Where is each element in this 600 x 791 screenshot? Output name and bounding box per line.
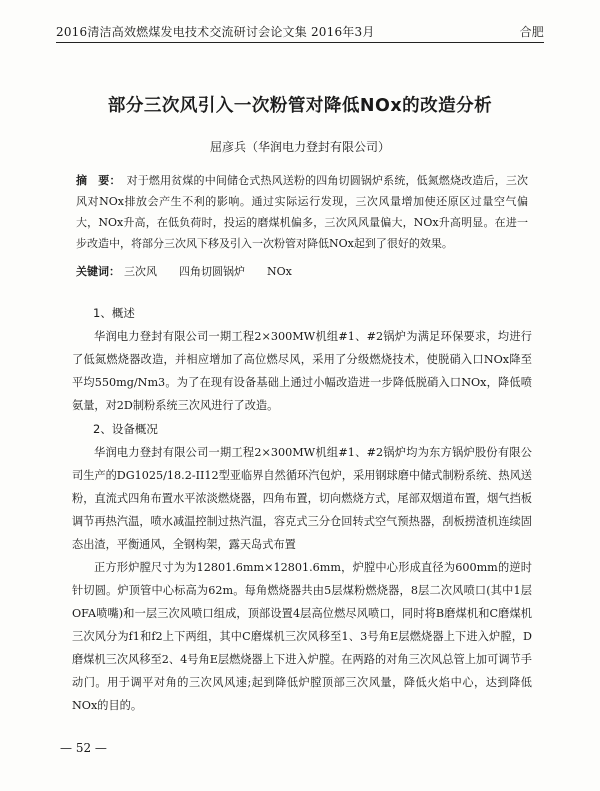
header-location: 合肥 bbox=[519, 25, 544, 39]
author-affiliation: 屈彦兵（华润电力登封有限公司） bbox=[209, 140, 390, 154]
keyword: 三次风 bbox=[124, 265, 157, 278]
section-heading-equipment: 2、设备概况 bbox=[93, 422, 158, 436]
header-proceedings-title: 2016清洁高效燃煤发电技术交流研讨会论文集 2016年3月 bbox=[56, 25, 375, 39]
keyword: NOx bbox=[267, 265, 292, 278]
paragraph-equipment: 华润电力登封有限公司一期工程2×300MW机组#1、#2锅炉均为东方锅炉股份有限公司生产的DG1025/18.2-II12型亚临界自然循环汽包炉，采用钢球磨中储式制粉系统、热风送粉，直流式四角布置水平浓淡燃烧器，四角布置，切向燃烧方式，尾部双烟道布置，烟气挡板调节再热汽温，喷水减温控制过热汽温，容克式三分仓回转式空气预热器，刮板捞渣机连续固态出渣，平衡通风，全钢构架，露天岛式布置 bbox=[72, 446, 532, 551]
page-number: — 52 — bbox=[60, 741, 107, 755]
keywords-label: 关键词： bbox=[76, 265, 120, 278]
keyword: 四角切圆锅炉 bbox=[179, 265, 245, 278]
paragraph-furnace: 正方形炉膛尺寸为为12801.6mm×12801.6mm，炉膛中心形成直径为600mm的逆时针切圆。炉顶管中心标高为62m。每角燃烧器共由5层煤粉燃烧器，8层二次风喷口(其中1层OFA喷嘴)和一层三次风喷口组成，顶部设置4层高位燃尽风喷口，同时将B磨煤机和C磨煤机三次风分为f1和f2上下两组，其中C磨煤机三次风移至1、3号角E层燃烧器上下进入炉膛，D磨煤机三次风移至2、4号角E层燃烧器上下进入炉膛。在两路的对角三次风总管上加可调节手动门。用于调平对角的三次风风速;起到降低炉膛顶部三次风量，降低火焰中心，达到降低NOx的目的。 bbox=[72, 561, 532, 712]
abstract-text: 对于燃用贫煤的中间储仓式热风送粉的四角切圆锅炉系统，低氮燃烧改造后，三次风对NOx排放会产生不利的影响。通过实际运行发现，三次风量增加使还原区过量空气偏大，NOx升高，在低负荷时，投运的磨煤机偏多，三次风风量偏大，NOx升高明显。在进一步改造中，将部分三次风下移及引入一次粉管对降低NOx起到了很好的效果。 bbox=[76, 174, 529, 250]
abstract bbox=[76, 170, 528, 254]
running-header bbox=[56, 20, 544, 43]
keywords bbox=[76, 263, 528, 279]
section-heading-overview: 1、概述 bbox=[93, 306, 135, 320]
abstract-label: 摘 要： bbox=[76, 174, 121, 187]
paper-title: 部分三次风引入一次粉管对降低NOx的改造分析 bbox=[107, 96, 493, 116]
paragraph-overview: 华润电力登封有限公司一期工程2×300MW机组#1、#2锅炉为满足环保要求，均进行了低氮燃烧器改造，并相应增加了高位燃尽风，采用了分级燃烧技术，使脱硝入口NOx降至平均550mg/Nm3。为了在现有设备基础上通过小幅改造进一步降低脱硝入口NOx，降低喷氨量，对2D制粉系统三次风进行了改造。 bbox=[72, 330, 532, 412]
